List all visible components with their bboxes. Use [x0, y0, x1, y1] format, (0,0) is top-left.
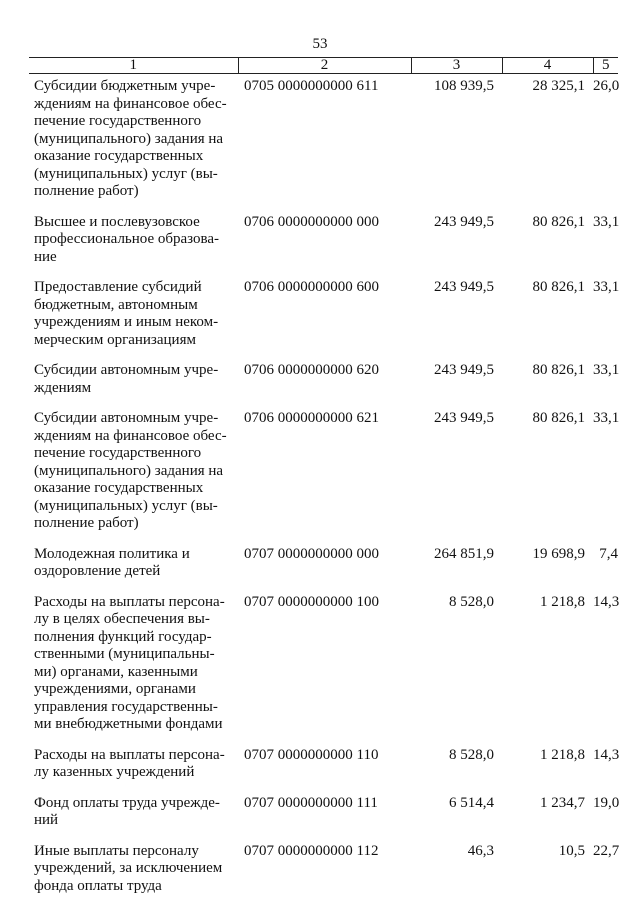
- row-percent-cell: 26,0: [593, 78, 620, 94]
- row-plan-value-cell: 243 949,5: [434, 410, 494, 426]
- row-percent-cell: 33,1: [593, 279, 620, 295]
- row-plan-value-cell: 264 851,9: [434, 545, 494, 562]
- row-code-cell: 0706 0000000000 600: [244, 279, 379, 295]
- table-body: [29, 74, 618, 905]
- table-row: [29, 358, 618, 406]
- column-header-3: 3: [411, 58, 502, 74]
- row-actual-value-cell: 1 234,7: [540, 794, 585, 811]
- row-code-cell: 0707 0000000000 112: [244, 842, 379, 859]
- row-actual-value-cell: 80 826,1: [532, 279, 585, 295]
- row-actual-value-cell: 1 218,8: [540, 593, 585, 610]
- table-row: [29, 839, 618, 905]
- row-actual-value-cell: 10,5: [558, 842, 585, 859]
- column-header-2: 2: [238, 58, 411, 74]
- row-percent-cell: 33,1: [593, 213, 620, 230]
- budget-table: [29, 57, 618, 904]
- row-plan-value-cell: 243 949,5: [434, 213, 494, 230]
- table-row: [29, 74, 618, 210]
- row-plan-value-cell: 8 528,0: [449, 593, 494, 610]
- row-percent-cell: 14,3: [593, 746, 620, 763]
- table-row: [29, 275, 618, 358]
- row-name-cell: Субсидии автономным учре- ждениям на финансовое обес- печение государственного (муниципального) задания на оказание государственных (муниципальных) услуг (вы- полнение работ): [34, 410, 227, 531]
- row-plan-value-cell: 46,3: [467, 842, 494, 859]
- row-name-cell: Высшее и послевузовское профессиональное образова- ние: [34, 213, 220, 265]
- row-code-cell: 0707 0000000000 111: [244, 794, 378, 811]
- row-percent-cell: 14,3: [593, 593, 620, 610]
- column-header-4: 4: [502, 58, 593, 74]
- row-actual-value-cell: 19 698,9: [532, 545, 585, 562]
- table-row: [29, 542, 618, 590]
- row-code-cell: 0707 0000000000 100: [244, 593, 379, 610]
- row-name-cell: Молодежная политика и оздоровление детей: [34, 545, 190, 579]
- column-header-5: 5: [593, 58, 618, 74]
- row-name-cell: Субсидии бюджетным учре- ждениям на финансовое обес- печение государственного (муниципального) задания на оказание государственных (муниципальных) услуг (вы- полнение работ): [34, 78, 227, 199]
- table-row: [29, 791, 618, 839]
- row-code-cell: 0707 0000000000 000: [244, 545, 379, 562]
- row-percent-cell: 33,1: [593, 362, 620, 378]
- row-code-cell: 0705 0000000000 611: [244, 78, 379, 94]
- row-plan-value-cell: 243 949,5: [434, 279, 494, 295]
- row-name-cell: Расходы на выплаты персона- лу казенных учреждений: [34, 746, 225, 780]
- table-row: [29, 743, 618, 791]
- row-plan-value-cell: 8 528,0: [449, 746, 494, 763]
- row-name-cell: Субсидии автономным учре- ждениям: [34, 362, 219, 396]
- row-code-cell: 0706 0000000000 621: [244, 410, 379, 426]
- row-actual-value-cell: 80 826,1: [532, 410, 585, 426]
- row-percent-cell: 22,7: [593, 842, 620, 859]
- row-plan-value-cell: 108 939,5: [434, 78, 494, 94]
- row-code-cell: 0706 0000000000 000: [244, 213, 379, 230]
- row-code-cell: 0707 0000000000 110: [244, 746, 379, 763]
- row-name-cell: Расходы на выплаты персона- лу в целях обеспечения вы- полнения функций государ- ственными (муниципальны- ми) органами, казенными учреждениями, органами управления государственны- ми внебюджетными фондами: [34, 593, 225, 732]
- table-row: [29, 210, 618, 276]
- row-code-cell: 0706 0000000000 620: [244, 362, 379, 378]
- row-actual-value-cell: 80 826,1: [532, 213, 585, 230]
- row-actual-value-cell: 80 826,1: [532, 362, 585, 378]
- row-percent-cell: 7,4: [599, 545, 618, 562]
- row-plan-value-cell: 6 514,4: [449, 794, 494, 811]
- page-number: 53: [312, 36, 328, 52]
- row-name-cell: Иные выплаты персоналу учреждений, за исключением фонда оплаты труда: [34, 842, 223, 894]
- row-actual-value-cell: 1 218,8: [540, 746, 585, 763]
- header-row: [29, 58, 618, 74]
- row-name-cell: Предоставление субсидий бюджетным, автономным учреждениям и иным неком- мерческим организациям: [34, 279, 219, 348]
- row-percent-cell: 19,0: [593, 794, 620, 811]
- table-row: [29, 406, 618, 542]
- row-actual-value-cell: 28 325,1: [532, 78, 585, 94]
- row-percent-cell: 33,1: [593, 410, 620, 426]
- row-name-cell: Фонд оплаты труда учрежде- ний: [34, 794, 220, 828]
- row-plan-value-cell: 243 949,5: [434, 362, 494, 378]
- column-header-1: 1: [29, 58, 238, 74]
- table-row: [29, 590, 618, 743]
